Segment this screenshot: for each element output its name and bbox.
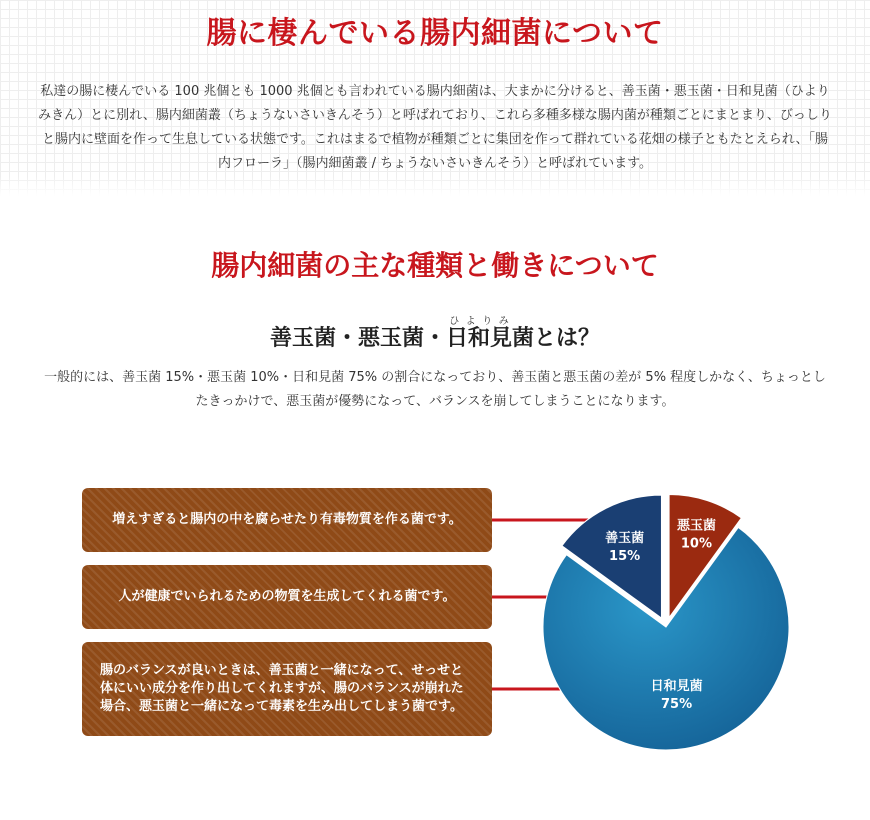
pie-slice-opportunistic-value: 75% (661, 696, 693, 712)
subtitle-suffix: 菌とは？ (512, 326, 601, 351)
section-title-types-and-functions: 腸内細菌の主な種類と働きについて (211, 249, 659, 282)
pie-slice-good-value: 15% (609, 548, 641, 564)
pie-slice-bad-label: 悪玉菌 (676, 518, 716, 534)
pie-slice-opportunistic-label: 日和見菌 (650, 678, 703, 694)
section-title-intestinal-bacteria: 腸に棲んでいる腸内細菌について (206, 16, 664, 51)
callout-good-bacteria-text: 人が健康でいられるための物質を生成してくれる菌です。 (118, 589, 456, 604)
callout-bad-bacteria-text: 増えすぎると腸内の中を腐らせたり有毒物質を作る菌です。 (112, 512, 462, 527)
callout-opportunistic-bacteria-text: 腸のバランスが良いときは、善玉菌と一緒になって、せっせと体にいい成分を作り出してくれますが、腸のバランスが崩れた場合、悪玉菌と一緒になって毒素を生み出してしまう菌です。 (100, 663, 464, 714)
subtitle-ruby-reading: ひよりみ (445, 316, 512, 327)
pie-slice-bad-value: 10% (680, 536, 713, 552)
pie-slice-opportunistic (543, 527, 789, 750)
subtitle-prefix: 善玉菌・悪玉菌・ (269, 326, 446, 351)
pie-slice-good-label: 善玉菌 (605, 530, 645, 546)
intro-paragraph: 私達の腸に棲んでいる 100 兆個とも 1000 兆個とも言われている腸内細菌は、大まかに分けると、善玉菌・悪玉菌・日和見菌（ひよりみきん）とに別れ、腸内細菌叢（ちょうないさいきんそう）と呼ばれており、これら多種多様な腸内菌が種類ごとにまとまり、びっしりと腸内に壁面を作って生息している状態です。これはまるで植物が種類ごとに集団を作って群れている花畑の様子ともたとえられ、「腸内フローラ」（腸内細菌叢 / ちょうないさいきんそう）と呼ばれています。 (38, 84, 832, 171)
subtitle-ruby-base: 日和見 (445, 326, 512, 351)
ratio-description: 一般的には、善玉菌 15%・悪玉菌 10%・日和見菌 75% の割合になっており、善玉菌と悪玉菌の差が 5% 程度しかなく、ちょっとしたきっかけで、悪玉菌が優勢になって、バランスを崩してしまうことになります。 (44, 370, 826, 409)
